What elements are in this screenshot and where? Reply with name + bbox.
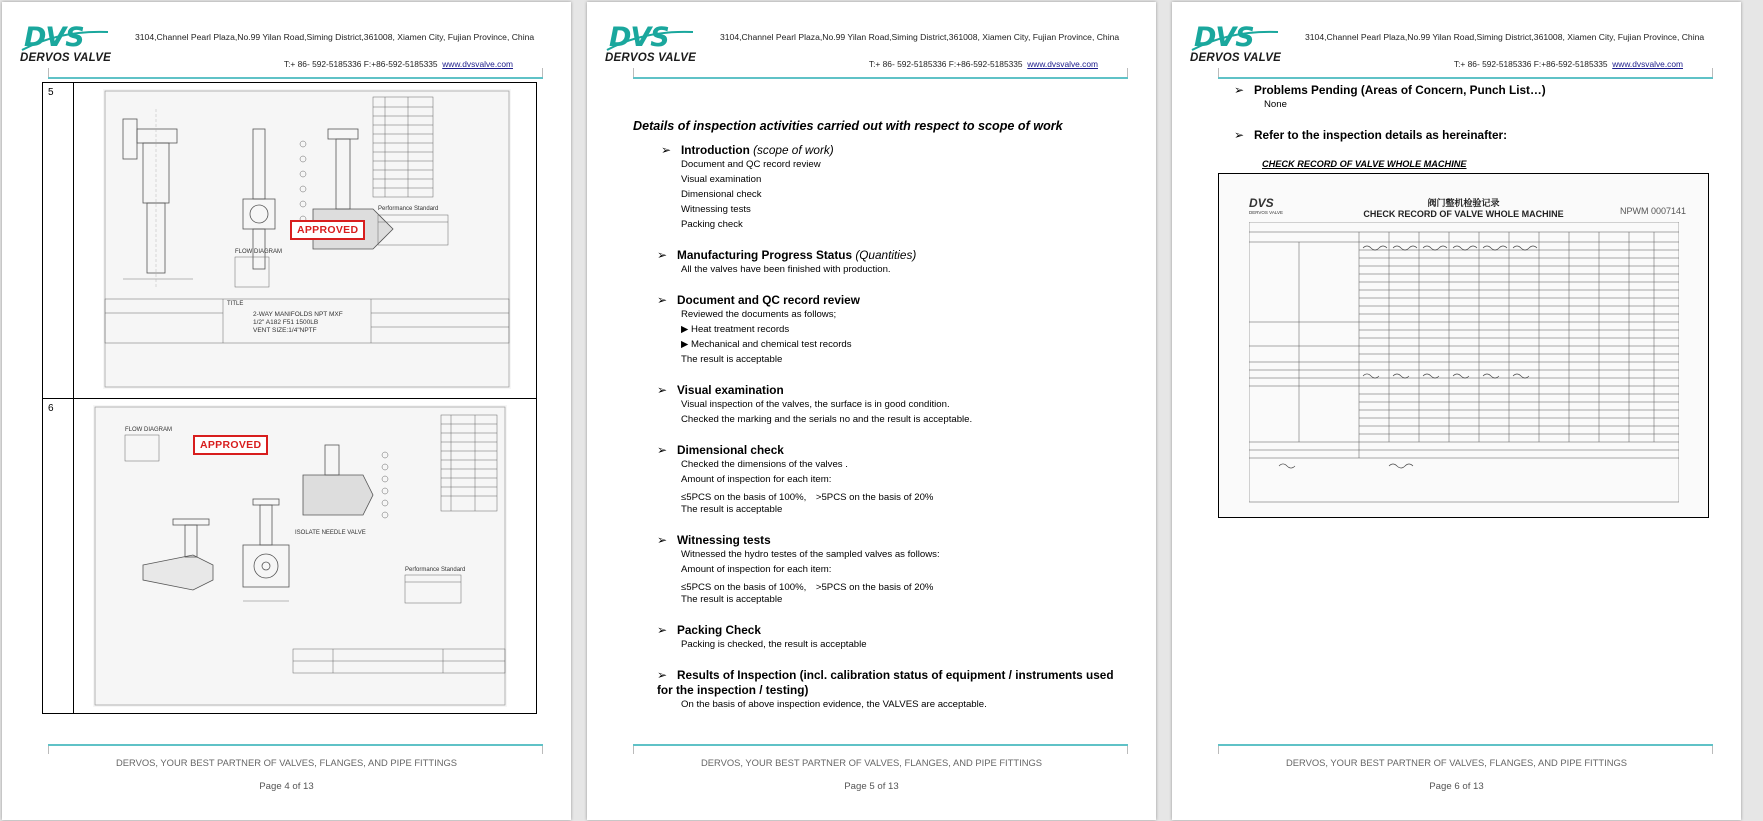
approved-stamp: APPROVED (290, 220, 365, 240)
perf-standard-label: Performance Standard (405, 567, 466, 573)
logo-name: DERVOS VALVE (605, 52, 697, 64)
results-heading-cont: for the inspection / testing) (657, 683, 809, 697)
dimensional-heading: ➢ Dimensional check (657, 443, 784, 457)
results-heading: ➢ Results of Inspection (incl. calibration status of equipment / instruments used (657, 668, 1114, 682)
logo-mark: DVS (609, 22, 669, 53)
company-logo (599, 22, 699, 68)
witnessing-heading: ➢ Witnessing tests (657, 533, 771, 547)
flow-diagram-label: FLOW DIAGRAM (235, 249, 283, 255)
logo-name: DERVOS VALVE (1190, 52, 1282, 64)
arrow-bullet-icon: ➢ (1234, 83, 1244, 97)
perf-standard-label: Performance Standard (378, 206, 439, 212)
row-number: 5 (48, 87, 54, 98)
needle-valve-drawing (93, 405, 507, 707)
problems-heading: ➢ Problems Pending (Areas of Concern, Punch List…) (1234, 83, 1546, 97)
body-text: ≤5PCS on the basis of 100%, >5PCS on the basis of 20% (681, 492, 934, 503)
result-text: The result is acceptable (681, 594, 783, 605)
header-address: 3104,Channel Pearl Plaza,No.99 Yilan Road,Siming District,361008, Xiamen City, Fujian Province, China (135, 32, 535, 42)
drawing-title: 2-WAY MANIFOLDS NPT MXF (253, 311, 343, 318)
body-text: Checked the dimensions of the valves . (681, 459, 848, 470)
header-address: 3104,Channel Pearl Plaza,No.99 Yilan Road,Siming District,361008, Xiamen City, Fujian Province, China (1305, 32, 1705, 42)
page-number: Page 6 of 13 (1429, 781, 1484, 792)
body-text: All the valves have been finished with production. (681, 264, 891, 275)
page-5 (587, 2, 1156, 820)
title-label: TITLE (227, 301, 244, 307)
needle-valve-drawing-lines (93, 405, 507, 707)
result-text: The result is acceptable (681, 504, 783, 515)
manifold-drawing (103, 89, 511, 389)
page-number: Page 5 of 13 (844, 781, 899, 792)
page-number: Page 4 of 13 (259, 781, 314, 792)
conclusion-text: On the basis of above inspection evidence, the VALVES are acceptable. (681, 699, 987, 710)
header-contact (284, 59, 513, 69)
intro-heading: ➢ Introduction (scope of work) (661, 143, 834, 157)
logo-mark: DVS (24, 22, 84, 53)
section-title: Details of inspection activities carried out with respect to scope of work (633, 119, 1063, 133)
result-text: Packing is checked, the result is acceptable (681, 639, 867, 650)
problems-text: None (1264, 99, 1287, 110)
list-item: Document and QC record review (681, 159, 821, 170)
header-rule (48, 77, 543, 79)
website-link[interactable]: www.dvsvalve.com (442, 59, 513, 69)
doc-heading: ➢ Document and QC record review (657, 293, 860, 307)
scan-number: NPWM 0007141 (1619, 206, 1686, 216)
page-6 (1172, 2, 1741, 820)
header-rule (1218, 77, 1713, 79)
list-item: ▶ Mechanical and chemical test records (681, 339, 852, 350)
body-text: Checked the marking and the serials no and the result is acceptable. (681, 414, 973, 425)
mfg-heading: ➢ Manufacturing Progress Status (Quantities) (657, 248, 917, 262)
visual-heading: ➢ Visual examination (657, 383, 784, 397)
arrow-bullet-icon: ➢ (657, 668, 667, 682)
header-contact (869, 59, 1098, 69)
check-record-scan (1218, 173, 1709, 518)
list-item: Witnessing tests (681, 204, 751, 215)
arrow-bullet-icon: ➢ (657, 248, 667, 262)
header-address: 3104,Channel Pearl Plaza,No.99 Yilan Road,Siming District,361008, Xiamen City, Fujian Province, China (720, 32, 1120, 42)
arrow-bullet-icon: ➢ (1234, 128, 1244, 142)
website-link[interactable]: www.dvsvalve.com (1612, 59, 1683, 69)
approved-stamp: APPROVED (193, 435, 268, 455)
phone-fax: T:+ 86- 592-5185336 F:+86-592-5185335 (868, 59, 1023, 69)
page-4 (2, 2, 571, 820)
packing-heading: ➢ Packing Check (657, 623, 761, 637)
arrow-bullet-icon: ➢ (661, 143, 671, 157)
row-number: 6 (48, 403, 54, 414)
arrow-bullet-icon: ➢ (657, 293, 667, 307)
list-item: Visual examination (681, 174, 762, 185)
list-item: ▶ Heat treatment records (681, 324, 790, 335)
logo-name: DERVOS VALVE (20, 52, 112, 64)
header-rule (633, 77, 1128, 79)
footer-tagline: DERVOS, YOUR BEST PARTNER OF VALVES, FLANGES, AND PIPE FITTINGS (1285, 757, 1628, 768)
body-text: ≤5PCS on the basis of 100%, >5PCS on the basis of 20% (681, 582, 934, 593)
body-text: Witnessed the hydro testes of the sampled valves as follows: (681, 549, 940, 560)
scan-logo: DVS (1249, 196, 1274, 210)
footer-rule (48, 744, 543, 746)
company-logo (14, 22, 114, 68)
record-grid (1249, 222, 1679, 507)
record-caption: CHECK RECORD OF VALVE WHOLE MACHINE (1262, 159, 1467, 169)
arrow-bullet-icon: ➢ (657, 623, 667, 637)
valve-label: ISOLATE NEEDLE VALVE (295, 530, 366, 536)
website-link[interactable]: www.dvsvalve.com (1027, 59, 1098, 69)
scan-title: 阀门整机检验记录 CHECK RECORD OF VALVE WHOLE MACHINE (1363, 198, 1564, 219)
footer-rule (1218, 744, 1713, 746)
body-text: Amount of inspection for each item: (681, 564, 832, 575)
refer-heading: ➢ Refer to the inspection details as hereinafter: (1234, 128, 1508, 142)
company-logo (1184, 22, 1284, 68)
result-text: The result is acceptable (681, 354, 783, 365)
arrow-bullet-icon: ➢ (657, 533, 667, 547)
drawing-table (42, 82, 537, 714)
header-contact (1454, 59, 1683, 69)
body-text: Reviewed the documents as follows; (681, 309, 837, 320)
table-divider (43, 398, 536, 399)
logo-mark: DVS (1194, 22, 1254, 53)
arrow-bullet-icon: ➢ (657, 383, 667, 397)
list-item: Dimensional check (681, 189, 762, 200)
drawing-subtitle: VENT SIZE:1/4"NPTF (253, 327, 317, 334)
drawing-subtitle: 1/2" A182 F51 1500LB (253, 319, 319, 326)
scan-logo-sub: DERVOS VALVE (1249, 210, 1284, 215)
list-item: Packing check (681, 219, 743, 230)
body-text: Visual inspection of the valves, the surface is in good condition. (681, 399, 950, 410)
footer-tagline: DERVOS, YOUR BEST PARTNER OF VALVES, FLANGES, AND PIPE FITTINGS (700, 757, 1043, 768)
footer-tagline: DERVOS, YOUR BEST PARTNER OF VALVES, FLANGES, AND PIPE FITTINGS (115, 757, 458, 768)
body-text: Amount of inspection for each item: (681, 474, 832, 485)
phone-fax: T:+ 86- 592-5185336 F:+86-592-5185335 (283, 59, 438, 69)
arrow-bullet-icon: ➢ (657, 443, 667, 457)
footer-rule (633, 744, 1128, 746)
phone-fax: T:+ 86- 592-5185336 F:+86-592-5185335 (1453, 59, 1608, 69)
flow-diagram-label: FLOW DIAGRAM (125, 427, 173, 433)
